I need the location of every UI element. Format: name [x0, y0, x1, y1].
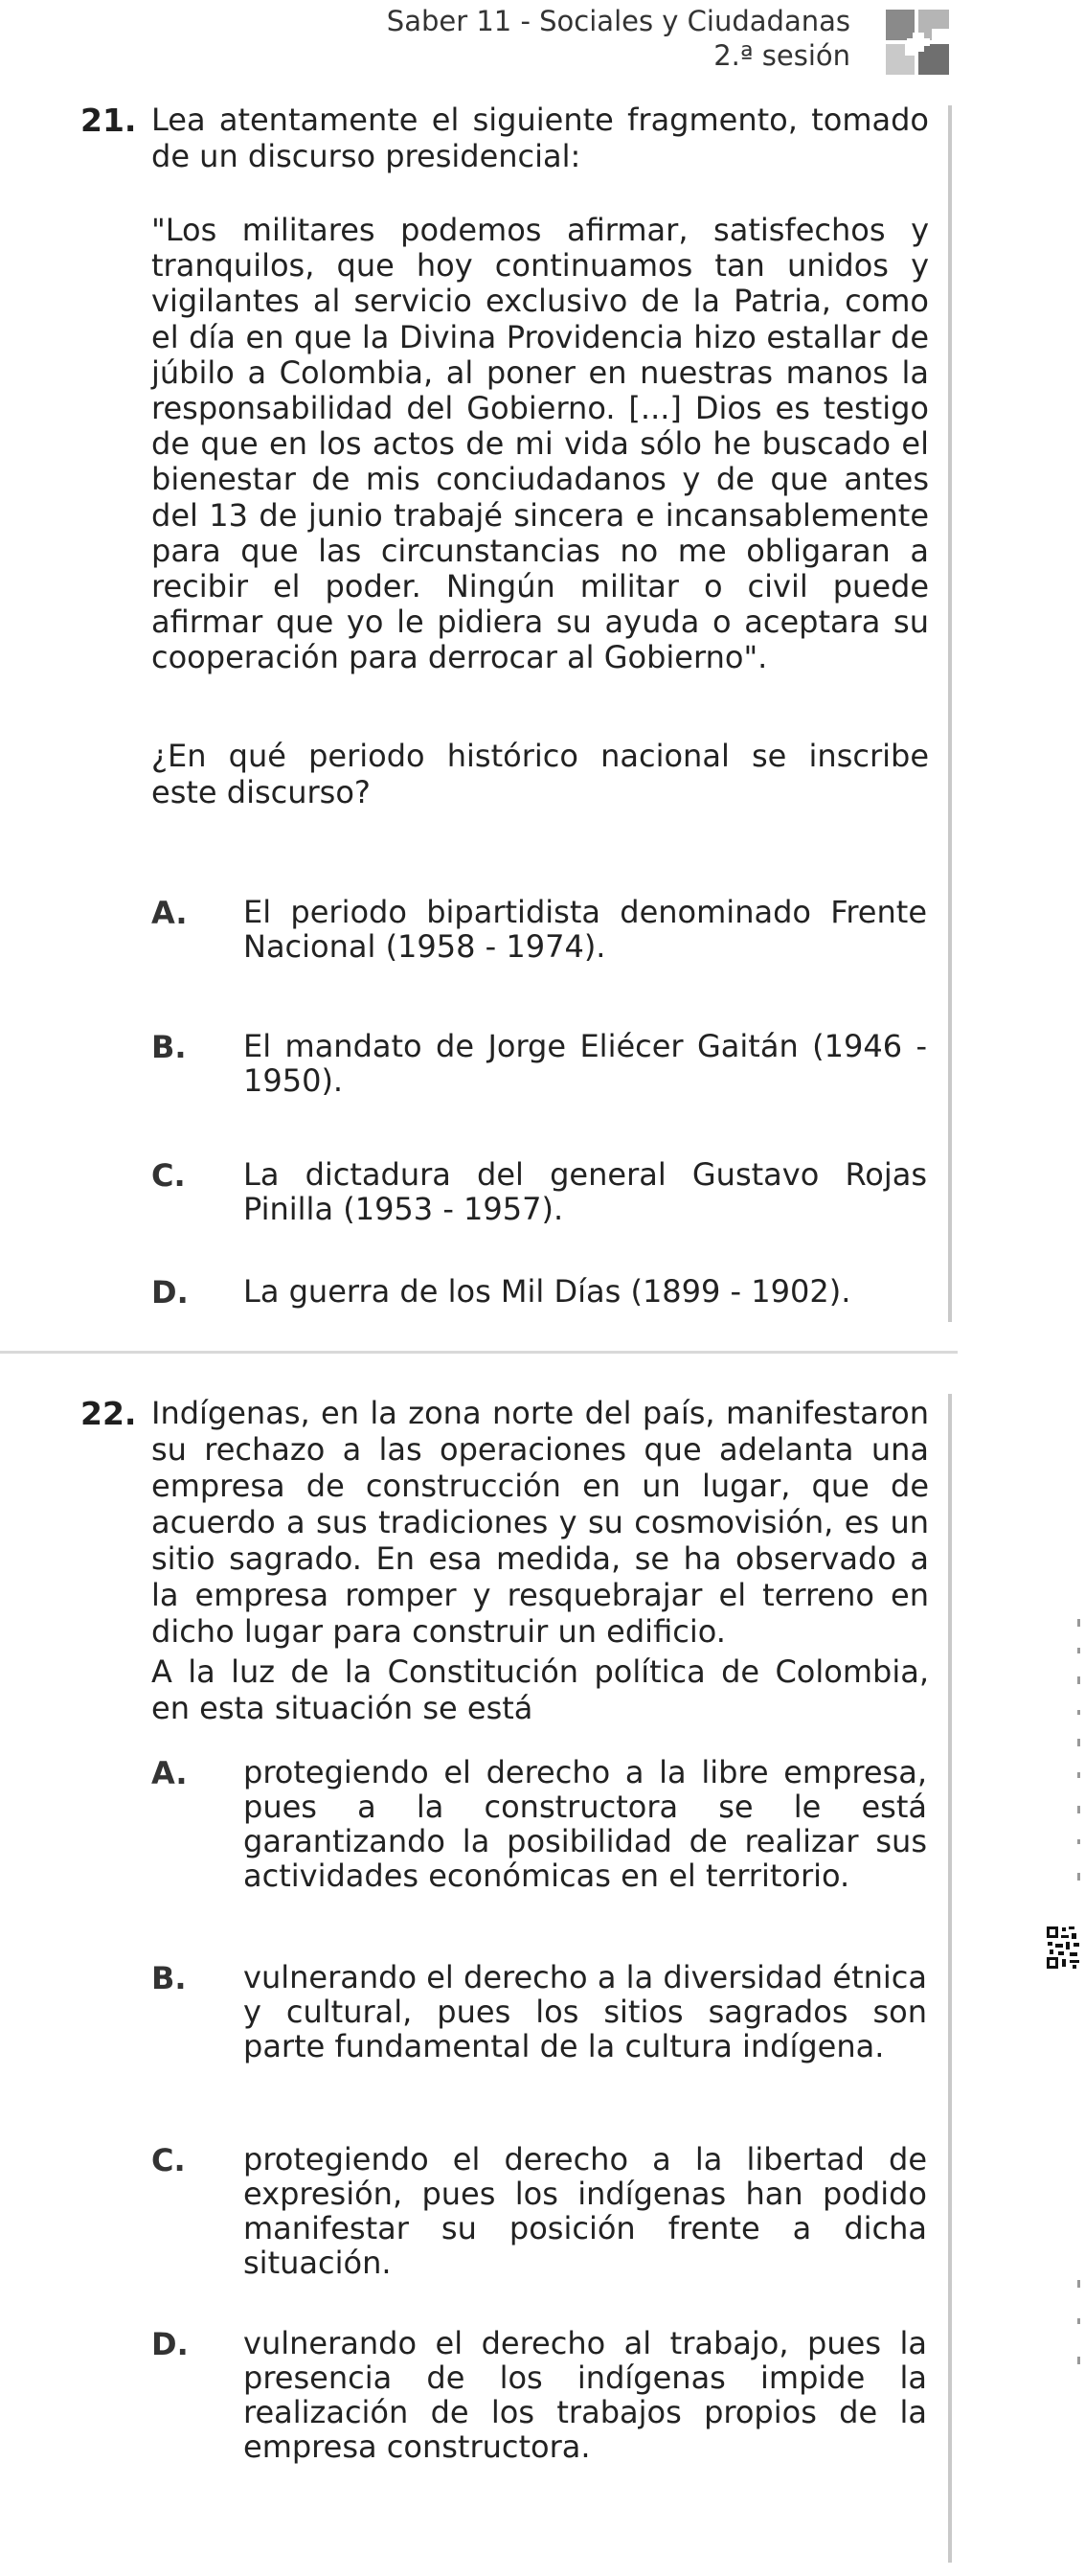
option-letter: C.	[151, 2142, 186, 2178]
header-title	[387, 4, 850, 73]
option-text: vulnerando el derecho a la diversidad étnica y cultural, pues los sitios sagrados son parte fundamental de la cultura indígena.	[243, 1959, 927, 2064]
qr-code-icon	[1046, 1926, 1082, 1970]
option-letter: A.	[151, 895, 188, 931]
question-separator	[0, 1351, 958, 1354]
question-prompt: A la luz de la Constitución política de Colombia, en esta situación se está	[151, 1653, 929, 1726]
option-text: protegiendo el derecho a la libertad de expresión, pues los indígenas han podido manifestar su posición frente a dicha situación.	[243, 2141, 927, 2281]
edge-tick-marks	[1076, 1619, 1082, 1906]
header-subject: Saber 11 - Sociales y Ciudadanas	[386, 5, 850, 37]
header-session: 2.ª sesión	[713, 39, 850, 72]
puzzle-logo-icon	[878, 4, 955, 80]
option-letter: D.	[151, 2326, 189, 2362]
right-margin-rule	[948, 105, 952, 1322]
page-header	[0, 0, 1085, 86]
option-text: protegiendo el derecho a la libre empresa, pues a la constructora se le está garantizando la posibilidad de realizar sus actividades económicas en el territorio.	[243, 1754, 927, 1894]
quoted-speech: "Los militares podemos afirmar, satisfechos y tranquilos, que hoy continuamos tan unidos y vigilantes al servicio exclusivo de la Patria, como el día en que la Divina Providencia hizo estallar de júbilo a Colombia, al poner en nuestras manos la responsabilidad del Gobierno. [...] Dios es testigo de que en los actos de mi vida sólo he buscado el bienestar de mis conciudadanos y de que antes del 13 de junio trabajé sincera e incansablemente para que las circunstancias no me obligaran a recibir el poder. Ningún militar o civil puede afirmar que yo le pidiera su ayuda o aceptara su cooperación para derrocar al Gobierno".	[151, 212, 929, 676]
option-text: La guerra de los Mil Días (1899 - 1902).	[243, 1273, 851, 1310]
question-intro: Lea atentamente el siguiente fragmento, tomado de un discurso presidencial:	[151, 102, 929, 174]
option-letter: C.	[151, 1157, 186, 1194]
question-number: 22.	[80, 1395, 137, 1432]
option-text: vulnerando el derecho al trabajo, pues la presencia de los indígenas impide la realización de los trabajos propios de la empresa constructora.	[243, 2325, 927, 2465]
question-number: 21.	[80, 102, 137, 139]
option-letter: B.	[151, 1960, 187, 1996]
option-text: El mandato de Jorge Eliécer Gaitán (1946 - 1950).	[243, 1028, 927, 1099]
edge-tick-marks	[1076, 2280, 1082, 2376]
right-margin-rule	[948, 1394, 952, 2563]
option-text: La dictadura del general Gustavo Rojas Pinilla (1953 - 1957).	[243, 1156, 927, 1227]
question-intro: Indígenas, en la zona norte del país, manifestaron su rechazo a las operaciones que adelanta una empresa de construcción en un lugar, que de acuerdo a sus tradiciones y su cosmovisión, es un sitio sagrado. En esa medida, se ha observado a la empresa romper y resquebrajar el terreno en dicho lugar para construir un edificio.	[151, 1395, 929, 1650]
option-text: El periodo bipartidista denominado Frente Nacional (1958 - 1974).	[243, 894, 927, 965]
option-letter: D.	[151, 1274, 189, 1311]
option-letter: B.	[151, 1029, 187, 1065]
option-letter: A.	[151, 1755, 188, 1791]
question-prompt: ¿En qué periodo histórico nacional se inscribe este discurso?	[151, 738, 929, 810]
